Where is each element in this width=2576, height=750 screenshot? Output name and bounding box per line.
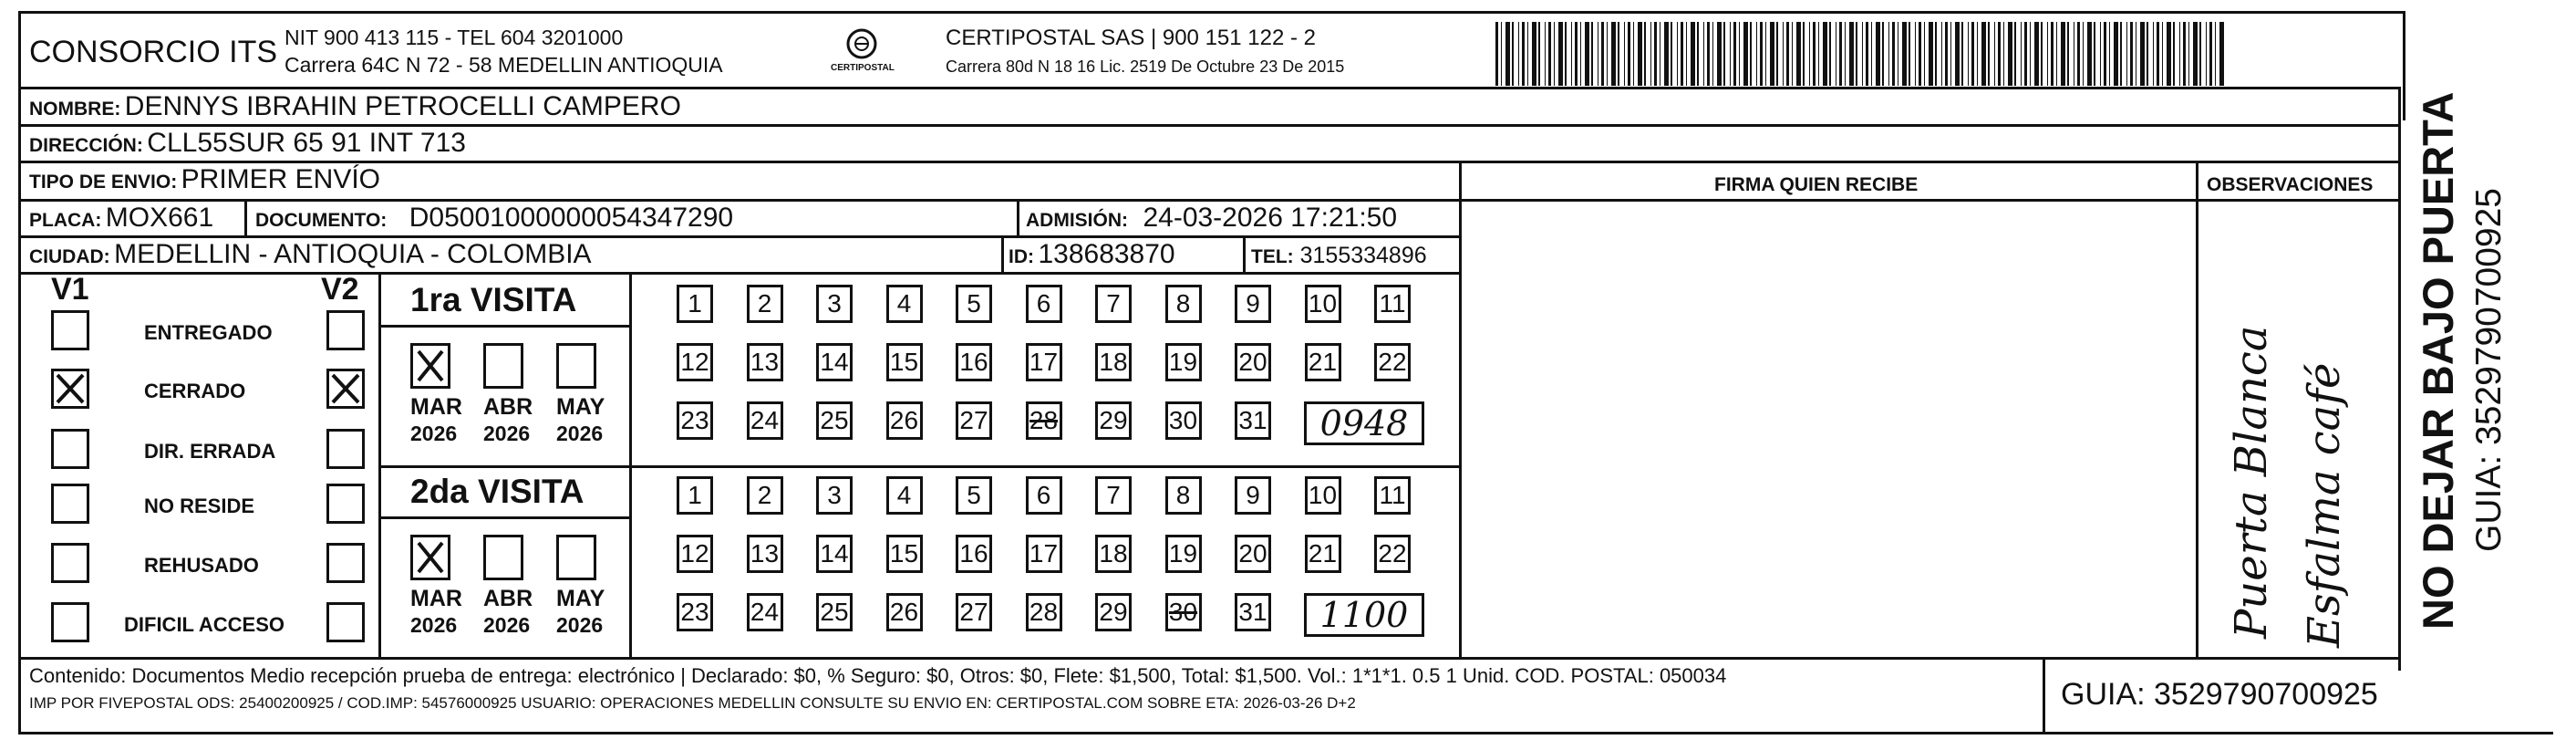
- day-box[interactable]: 25: [816, 401, 853, 440]
- status-option-label: DIFICIL ACCESO: [124, 613, 285, 636]
- id-label: ID:: [1009, 246, 1034, 267]
- day-box[interactable]: 30: [1165, 593, 1202, 631]
- placa-label: PLACA:: [29, 210, 102, 231]
- firma-header-line: [1459, 199, 2401, 202]
- frame-bottom: [18, 732, 2553, 734]
- obs-left-border: [2196, 161, 2198, 660]
- day-box[interactable]: 3: [816, 285, 853, 323]
- certipostal-logo: [825, 26, 898, 80]
- day-box[interactable]: 8: [1165, 285, 1202, 323]
- admision-value: 24-03-2026 17:21:50: [1143, 203, 1398, 233]
- day-box[interactable]: 2: [747, 285, 783, 323]
- day-box[interactable]: 28: [1026, 401, 1062, 440]
- id-value: 138683870: [1038, 239, 1175, 269]
- footer-guia-divider: [2043, 657, 2045, 732]
- admision-label: ADMISIÓN:: [1026, 210, 1128, 231]
- admision-divider: [1017, 199, 1019, 235]
- day-box[interactable]: 7: [1095, 285, 1132, 323]
- day-box[interactable]: 24: [747, 401, 783, 440]
- frame-left: [18, 11, 21, 734]
- day-box[interactable]: 21: [1305, 343, 1341, 381]
- month-label: MAY: [556, 394, 605, 420]
- day-box[interactable]: 22: [1374, 343, 1411, 381]
- v2-label: V2: [321, 272, 359, 307]
- ciudad-label: CIUDAD:: [29, 246, 110, 267]
- nombre-value: DENNYS IBRAHIN PETROCELLI CAMPERO: [124, 91, 681, 121]
- month-label: MAR: [410, 586, 462, 611]
- status-option-label: NO RESIDE: [144, 495, 255, 517]
- status-option-label: ENTREGADO: [144, 321, 273, 344]
- v2-checkbox[interactable]: [326, 369, 365, 409]
- day-box[interactable]: 6: [1026, 476, 1062, 515]
- month-checkbox[interactable]: [483, 343, 523, 389]
- day-box[interactable]: 12: [677, 343, 713, 381]
- day-box[interactable]: 16: [956, 535, 992, 573]
- day-box[interactable]: 10: [1305, 476, 1341, 515]
- day-box[interactable]: 21: [1305, 535, 1341, 573]
- day-box[interactable]: 26: [886, 401, 923, 440]
- visit2-title: 2da VISITA: [410, 473, 585, 510]
- day-box[interactable]: 24: [747, 593, 783, 631]
- day-box[interactable]: 22: [1374, 535, 1411, 573]
- time-box[interactable]: 1100: [1304, 593, 1424, 637]
- footer-imp: IMP POR FIVEPOSTAL ODS: 25400200925 / COD.IMP: 54576000925 USUARIO: OPERACIONES MEDELLIN CONSULTE SU ENVIO EN: CERTIPOSTAL.COM SOBRE ETA: 2026-03-26 D+2: [29, 694, 1356, 712]
- month-label: MAR: [410, 394, 462, 420]
- year-label: 2026: [410, 613, 458, 637]
- row-line-5: [18, 272, 1462, 275]
- visit1-title: 1ra VISITA: [410, 281, 577, 318]
- day-box[interactable]: 9: [1235, 476, 1271, 515]
- v2-checkbox[interactable]: [326, 543, 365, 583]
- documento-value: D050010000000543472‌90: [409, 203, 734, 233]
- logo-text: CERTIPOSTAL: [831, 63, 895, 73]
- v1-checkbox[interactable]: [51, 369, 89, 409]
- day-box[interactable]: 7: [1095, 476, 1132, 515]
- day-box[interactable]: 1: [677, 476, 713, 515]
- carrier-line1: CERTIPOSTAL SAS | 900 151 122 - 2: [946, 26, 1316, 50]
- tipo-label: TIPO DE ENVIO:: [29, 172, 178, 193]
- day-box[interactable]: 23: [677, 401, 713, 440]
- month-label: MAY: [556, 586, 605, 611]
- month-checkbox[interactable]: [410, 343, 450, 389]
- firma-header: FIRMA QUIEN RECIBE: [1714, 174, 1919, 195]
- firma-left-border: [1459, 161, 1462, 660]
- day-box[interactable]: 4: [886, 285, 923, 323]
- visit2-title-line: [378, 516, 632, 519]
- header-divider: [18, 87, 2401, 89]
- month-checkbox[interactable]: [556, 535, 596, 580]
- month-checkbox[interactable]: [410, 535, 450, 580]
- ciudad-row: [29, 241, 592, 268]
- documento-label: DOCUMENTO:: [255, 210, 388, 231]
- day-box[interactable]: 14: [816, 343, 853, 381]
- direccion-label: DIRECCIÓN:: [29, 135, 143, 156]
- year-label: 2026: [410, 422, 458, 445]
- day-box[interactable]: 14: [816, 535, 853, 573]
- day-box[interactable]: 17: [1026, 535, 1062, 573]
- day-box[interactable]: 18: [1095, 343, 1132, 381]
- status-option-label: REHUSADO: [144, 554, 259, 577]
- row-line-2: [18, 161, 2401, 163]
- v1-checkbox[interactable]: [51, 429, 89, 469]
- tel-row: [1251, 245, 1427, 267]
- day-box[interactable]: 1: [677, 285, 713, 323]
- placa-value: MOX661: [105, 203, 214, 233]
- year-label: 2026: [556, 613, 604, 637]
- month-label: ABR: [483, 586, 533, 611]
- day-box[interactable]: 8: [1165, 476, 1202, 515]
- year-label: 2026: [483, 422, 531, 445]
- month-checkbox[interactable]: [556, 343, 596, 389]
- side-guia: GUIA: 3529790700925: [2469, 188, 2509, 552]
- day-box[interactable]: 30: [1165, 401, 1202, 440]
- status-option-label: DIR. ERRADA: [144, 440, 276, 463]
- day-box[interactable]: 19: [1165, 535, 1202, 573]
- placa-divider: [244, 199, 247, 235]
- documento-row: [255, 204, 733, 232]
- placa-row: [29, 204, 213, 232]
- nombre-label: NOMBRE:: [29, 99, 121, 120]
- observaciones-header: OBSERVACIONES: [2207, 174, 2374, 195]
- day-box[interactable]: 31: [1235, 593, 1271, 631]
- company-line1: NIT 900 413 115 - TEL 604 3201000: [284, 26, 624, 49]
- day-box[interactable]: 16: [956, 343, 992, 381]
- day-box[interactable]: 25: [816, 593, 853, 631]
- time-box[interactable]: 0948: [1304, 401, 1424, 445]
- frame-top: [18, 11, 2405, 14]
- admision-row: [1026, 204, 1397, 232]
- frame-right: [2403, 11, 2405, 120]
- day-box[interactable]: 20: [1235, 535, 1271, 573]
- barcode: [1495, 22, 2225, 86]
- v1-checkbox[interactable]: [51, 543, 89, 583]
- v1-checkbox[interactable]: [51, 310, 89, 350]
- day-box[interactable]: 20: [1235, 343, 1271, 381]
- row-line-1: [18, 124, 2401, 127]
- day-box[interactable]: 27: [956, 401, 992, 440]
- footer-guia: GUIA: 3529790700925: [2061, 677, 2378, 712]
- day-box[interactable]: 18: [1095, 535, 1132, 573]
- day-box[interactable]: 27: [956, 593, 992, 631]
- v2-checkbox[interactable]: [326, 310, 365, 350]
- day-box[interactable]: 9: [1235, 285, 1271, 323]
- direccion-value: CLL55SUR 65 91 INT 713: [147, 128, 466, 158]
- day-box[interactable]: 29: [1095, 593, 1132, 631]
- no-dejar-bajo-puerta: NO DEJAR BAJO PUERTA: [2414, 91, 2462, 630]
- v1-checkbox[interactable]: [51, 602, 89, 642]
- year-label: 2026: [556, 422, 604, 445]
- tipo-row: [29, 166, 380, 193]
- day-box[interactable]: 11: [1374, 285, 1411, 323]
- v2-checkbox[interactable]: [326, 484, 365, 524]
- day-box[interactable]: 15: [886, 535, 923, 573]
- tel-label: TEL:: [1251, 246, 1294, 267]
- company-line2: Carrera 64C N 72 - 58 MEDELLIN ANTIOQUIA: [284, 53, 723, 77]
- visit1-title-line: [378, 325, 632, 328]
- day-box[interactable]: 10: [1305, 285, 1341, 323]
- day-box[interactable]: 4: [886, 476, 923, 515]
- day-box[interactable]: 13: [747, 535, 783, 573]
- day-box[interactable]: 13: [747, 343, 783, 381]
- day-box[interactable]: 5: [956, 476, 992, 515]
- day-box[interactable]: 19: [1165, 343, 1202, 381]
- day-box[interactable]: 23: [677, 593, 713, 631]
- day-box[interactable]: 5: [956, 285, 992, 323]
- month-checkbox[interactable]: [483, 535, 523, 580]
- day-box[interactable]: 15: [886, 343, 923, 381]
- frame-right-inner: [2398, 87, 2401, 671]
- company-name: CONSORCIO ITS: [29, 35, 278, 69]
- id-row: [1009, 241, 1175, 268]
- status-option-label: CERRADO: [144, 380, 246, 402]
- day-box[interactable]: 17: [1026, 343, 1062, 381]
- day-box[interactable]: 28: [1026, 593, 1062, 631]
- tipo-value: PRIMER ENVÍO: [181, 164, 381, 194]
- month-label: ABR: [483, 394, 533, 420]
- day-box[interactable]: 3: [816, 476, 853, 515]
- day-box[interactable]: 11: [1374, 476, 1411, 515]
- v1-label: V1: [51, 272, 89, 307]
- direccion-row: [29, 130, 466, 157]
- year-label: 2026: [483, 613, 531, 637]
- day-box[interactable]: 2: [747, 476, 783, 515]
- tel-value: 3155334896: [1299, 243, 1427, 268]
- visit-split-line: [378, 465, 1462, 468]
- tel-divider: [1243, 235, 1246, 272]
- day-box[interactable]: 26: [886, 593, 923, 631]
- nombre-row: [29, 93, 681, 120]
- v2-checkbox[interactable]: [326, 429, 365, 469]
- carrier-line2: Carrera 80d N 18 16 Lic. 2519 De Octubre 23 De 2015: [946, 57, 1345, 76]
- v1-checkbox[interactable]: [51, 484, 89, 524]
- day-box[interactable]: 29: [1095, 401, 1132, 440]
- day-box[interactable]: 6: [1026, 285, 1062, 323]
- v2-checkbox[interactable]: [326, 602, 365, 642]
- ciudad-value: MEDELLIN - ANTIOQUIA - COLOMBIA: [114, 239, 592, 269]
- id-divider: [1001, 235, 1004, 272]
- day-box[interactable]: 12: [677, 535, 713, 573]
- obs-handwritten-2: Esfalma café: [2299, 362, 2350, 648]
- obs-handwritten-1: Puerta Blanca: [2226, 325, 2277, 639]
- day-box[interactable]: 31: [1235, 401, 1271, 440]
- footer-contenido: Contenido: Documentos Medio recepción prueba de entrega: electrónico | Declarado: $0, % Seguro: $0, Otros: $0, Flete: $1,500, Total: $1,500. Vol.: 1*1*1. 0.5 1 Unid. COD. POSTAL: 050034: [29, 664, 1727, 687]
